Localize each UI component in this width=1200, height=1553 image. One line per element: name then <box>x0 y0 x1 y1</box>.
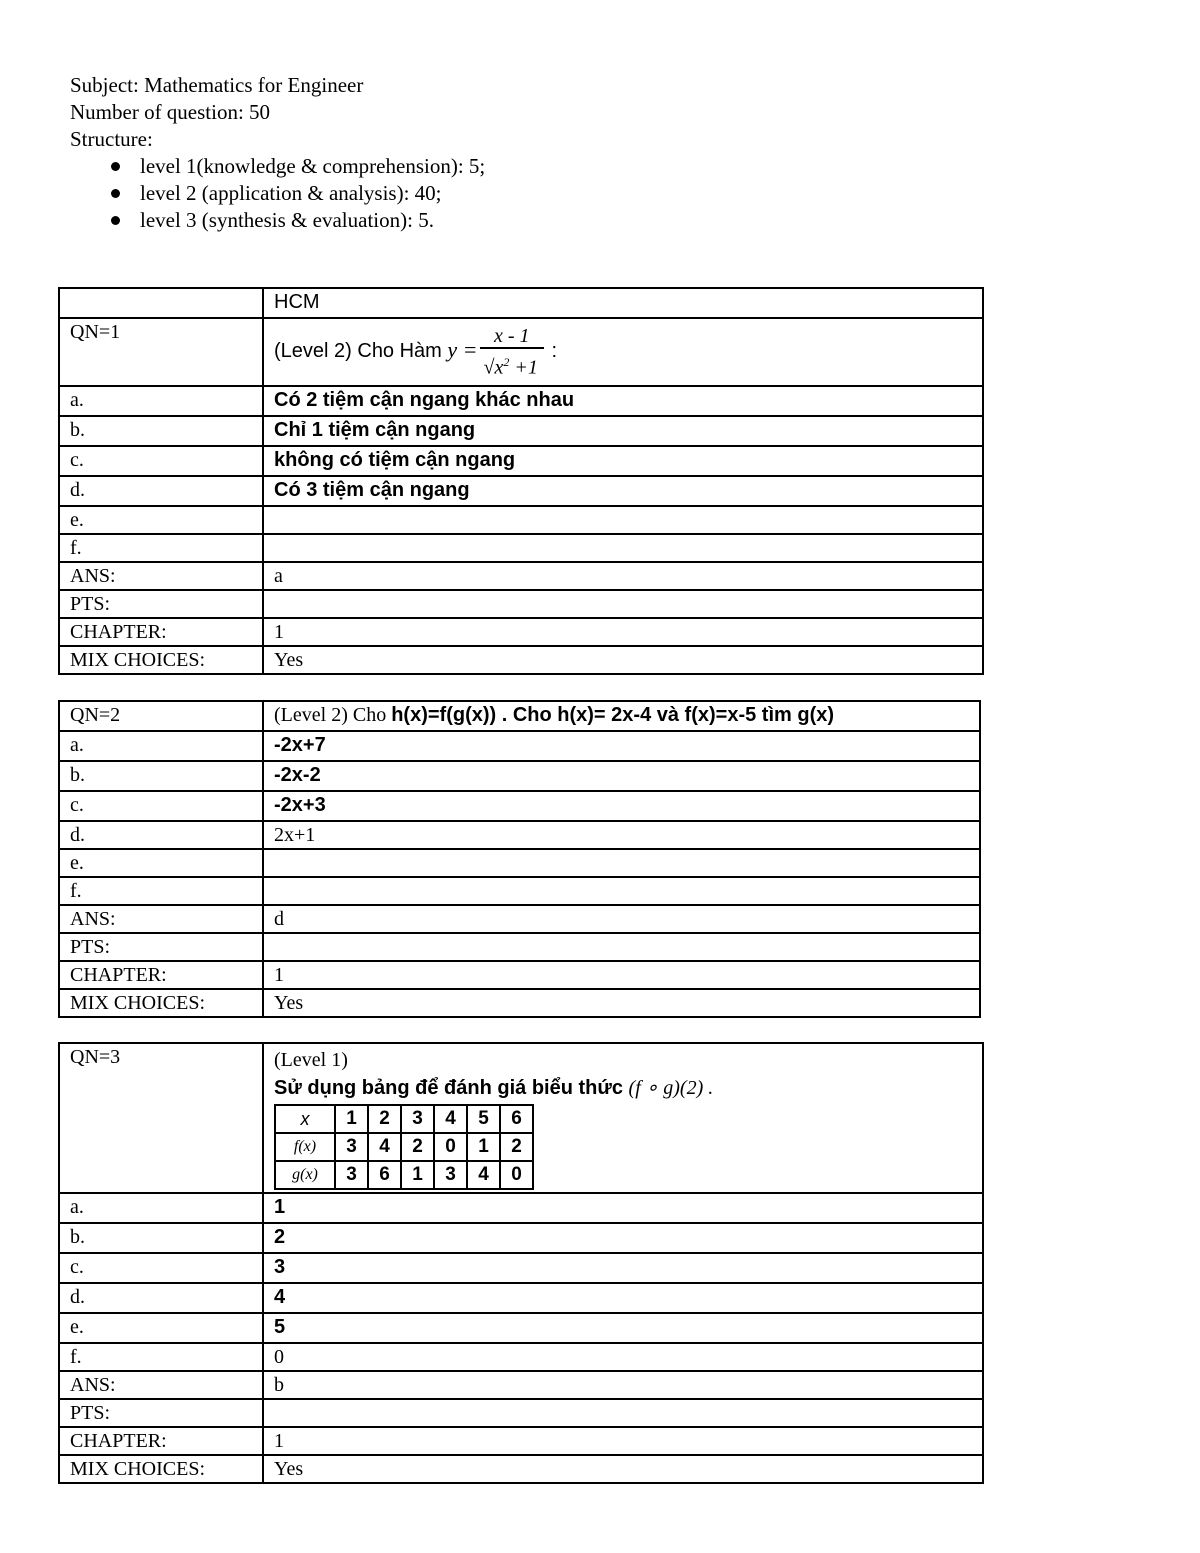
question-stem <box>263 318 983 386</box>
option-text: 2 <box>263 1223 983 1253</box>
option-text: -2x+3 <box>263 791 980 821</box>
option-row <box>59 416 983 446</box>
fraction-numerator: x - 1 <box>493 325 530 348</box>
stem-text: h(x)=f(g(x)) . Cho h(x)= 2x-4 và f(x)=x-5 tìm g(x) <box>391 704 835 726</box>
stem-line <box>274 1075 982 1101</box>
option-text: Có 2 tiệm cận ngang khác nhau <box>263 386 983 416</box>
option-row <box>59 1253 983 1283</box>
document-header <box>70 72 485 234</box>
table-row <box>59 318 983 386</box>
option-label: c. <box>59 1253 263 1283</box>
option-label: c. <box>59 446 263 476</box>
structure-line: Structure: <box>70 127 153 151</box>
stem-suffix: : <box>545 340 558 363</box>
meta-label: CHAPTER: <box>59 618 263 646</box>
meta-value <box>263 590 983 618</box>
table-cell: 4 <box>434 1105 467 1133</box>
option-row <box>59 821 980 849</box>
answer-row <box>59 562 983 590</box>
option-label: b. <box>59 761 263 791</box>
option-row <box>59 1313 983 1343</box>
option-row <box>59 731 980 761</box>
meta-value <box>263 933 980 961</box>
option-label: f. <box>59 877 263 905</box>
meta-value: 1 <box>263 961 980 989</box>
meta-label: CHAPTER: <box>59 1427 263 1455</box>
den-base: x <box>494 356 504 379</box>
table-cell: 6 <box>500 1105 533 1133</box>
table-cell: 3 <box>335 1133 368 1161</box>
meta-value: Yes <box>263 989 980 1017</box>
table-cell: 2 <box>401 1133 434 1161</box>
option-text: không có tiệm cận ngang <box>263 446 983 476</box>
option-label: f. <box>59 1343 263 1371</box>
row-header: g(x) <box>275 1161 335 1189</box>
option-label: e. <box>59 849 263 877</box>
table-cell: 4 <box>368 1133 401 1161</box>
option-text: -2x-2 <box>263 761 980 791</box>
chapter-row <box>59 618 983 646</box>
question-number: QN=1 <box>59 318 263 386</box>
option-row <box>59 849 980 877</box>
meta-label: PTS: <box>59 933 263 961</box>
meta-value: 1 <box>263 1427 983 1455</box>
meta-value: d <box>263 905 980 933</box>
meta-value <box>263 1399 983 1427</box>
option-label: f. <box>59 534 263 562</box>
option-label: e. <box>59 506 263 534</box>
option-row <box>59 877 980 905</box>
formula-lhs: y = <box>447 337 478 363</box>
formula-fraction <box>480 325 544 379</box>
mix-choices-row <box>59 646 983 674</box>
table-cell: 3 <box>401 1105 434 1133</box>
fraction-denominator <box>480 347 544 379</box>
meta-label: ANS: <box>59 562 263 590</box>
meta-value: a <box>263 562 983 590</box>
option-row <box>59 791 980 821</box>
table-cell: 1 <box>401 1161 434 1189</box>
table-row <box>59 1043 983 1193</box>
table-cell: 0 <box>500 1161 533 1189</box>
table-cell: 2 <box>368 1105 401 1133</box>
value-table <box>274 1104 534 1190</box>
stem-level: (Level 2) Cho <box>274 704 392 726</box>
table-row <box>59 288 983 318</box>
chapter-row <box>59 1427 983 1455</box>
stem-level: (Level 1) <box>274 1049 348 1071</box>
question-stem <box>263 1043 983 1193</box>
option-text: 4 <box>263 1283 983 1313</box>
question-number: QN=2 <box>59 701 263 731</box>
table-cell: 3 <box>335 1161 368 1189</box>
option-text <box>263 877 980 905</box>
table-cell: 0 <box>434 1133 467 1161</box>
table-cell: 2 <box>500 1133 533 1161</box>
question-1-table <box>58 287 984 675</box>
meta-label: MIX CHOICES: <box>59 989 263 1017</box>
table-row <box>275 1133 533 1161</box>
answer-row <box>59 1371 983 1399</box>
meta-label: ANS: <box>59 1371 263 1399</box>
option-row <box>59 386 983 416</box>
meta-label: ANS: <box>59 905 263 933</box>
option-row <box>59 446 983 476</box>
empty-cell <box>59 288 263 318</box>
row-header: x <box>275 1105 335 1133</box>
table-cell: 1 <box>467 1133 500 1161</box>
option-row <box>59 506 983 534</box>
level-item: level 3 (synthesis & evaluation): 5. <box>140 207 485 234</box>
level-list <box>70 153 485 234</box>
table-cell: 6 <box>368 1161 401 1189</box>
question-stem <box>263 701 980 731</box>
meta-label: CHAPTER: <box>59 961 263 989</box>
option-row <box>59 1223 983 1253</box>
option-text: 5 <box>263 1313 983 1343</box>
option-row <box>59 476 983 506</box>
subject-line: Subject: Mathematics for Engineer <box>70 73 364 97</box>
meta-label: MIX CHOICES: <box>59 646 263 674</box>
chapter-row <box>59 961 980 989</box>
sqrt-icon: √ <box>483 356 495 379</box>
option-label: e. <box>59 1313 263 1343</box>
meta-label: PTS: <box>59 1399 263 1427</box>
den-rest: +1 <box>509 356 538 379</box>
row-header: f(x) <box>275 1133 335 1161</box>
table-row <box>275 1161 533 1189</box>
option-row <box>59 1343 983 1371</box>
option-text <box>263 849 980 877</box>
table-cell: 1 <box>335 1105 368 1133</box>
option-label: b. <box>59 416 263 446</box>
meta-label: PTS: <box>59 590 263 618</box>
mix-choices-row <box>59 989 980 1017</box>
option-text <box>263 506 983 534</box>
option-text: 0 <box>263 1343 983 1371</box>
option-label: d. <box>59 821 263 849</box>
level-item: level 1(knowledge & comprehension): 5; <box>140 154 486 178</box>
meta-value: Yes <box>263 646 983 674</box>
table-cell: 5 <box>467 1105 500 1133</box>
question-2-table <box>58 700 981 1018</box>
question-count-line: Number of question: 50 <box>70 100 271 124</box>
option-row <box>59 1193 983 1223</box>
stem-expression: (f ∘ g)(2) . <box>628 1077 714 1099</box>
table-cell: 3 <box>434 1161 467 1189</box>
question-number: QN=3 <box>59 1043 263 1193</box>
option-text: Chỉ 1 tiệm cận ngang <box>263 416 983 446</box>
points-row <box>59 933 980 961</box>
stem-prefix: (Level 2) Cho Hàm <box>274 340 448 363</box>
meta-value: Yes <box>263 1455 983 1483</box>
meta-value: b <box>263 1371 983 1399</box>
points-row <box>59 1399 983 1427</box>
mix-choices-row <box>59 1455 983 1483</box>
table-cell: 4 <box>467 1161 500 1189</box>
option-label: d. <box>59 476 263 506</box>
stem-text: Sử dụng bảng để đánh giá biểu thức <box>274 1077 629 1099</box>
meta-label: MIX CHOICES: <box>59 1455 263 1483</box>
option-row <box>59 1283 983 1313</box>
level-item: level 2 (application & analysis): 40; <box>140 180 485 207</box>
option-text: -2x+7 <box>263 731 980 761</box>
option-label: d. <box>59 1283 263 1313</box>
option-label: b. <box>59 1223 263 1253</box>
meta-value: 1 <box>263 618 983 646</box>
option-text: Có 3 tiệm cận ngang <box>263 476 983 506</box>
answer-row <box>59 905 980 933</box>
campus-label: HCM <box>263 288 983 318</box>
option-text: 3 <box>263 1253 983 1283</box>
option-text <box>263 534 983 562</box>
table-row <box>275 1105 533 1133</box>
option-row <box>59 761 980 791</box>
option-label: a. <box>59 386 263 416</box>
points-row <box>59 590 983 618</box>
option-row <box>59 534 983 562</box>
option-label: a. <box>59 731 263 761</box>
option-text: 1 <box>263 1193 983 1223</box>
question-3-table <box>58 1042 984 1484</box>
option-label: c. <box>59 791 263 821</box>
option-label: a. <box>59 1193 263 1223</box>
table-row <box>59 701 980 731</box>
den-exponent: 2 <box>503 355 510 370</box>
option-text: 2x+1 <box>263 821 980 849</box>
